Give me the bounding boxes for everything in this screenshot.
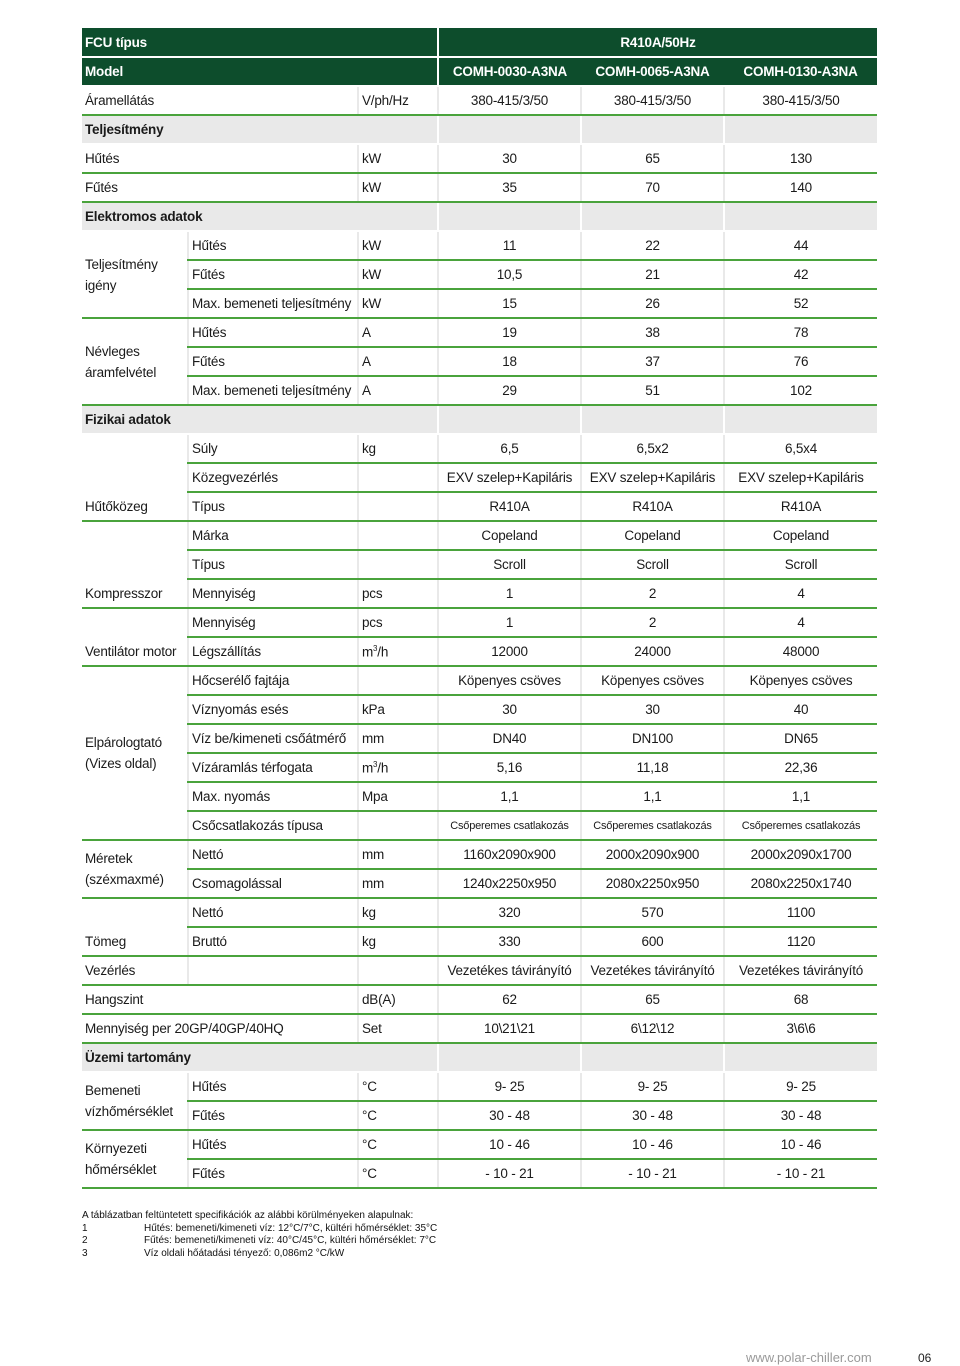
row-unit: °C	[358, 1159, 438, 1188]
cell-value: 30	[438, 144, 581, 173]
row-unit: kW	[358, 289, 438, 318]
group-label: Környezeti hőmérséklet	[82, 1130, 188, 1188]
cell-value: 10 - 46	[438, 1130, 581, 1159]
cell-value: 70	[581, 173, 724, 202]
cell-value: Köpenyes csöves	[438, 666, 581, 695]
row-unit: kPa	[358, 695, 438, 724]
footer-url: www.polar-chiller.com	[746, 1350, 872, 1365]
row-unit: A	[358, 347, 438, 376]
cell-value: 2000x2090x900	[581, 840, 724, 869]
row-unit: $m^3/h$	[358, 753, 438, 782]
table-row	[82, 579, 877, 608]
row-unit: pcs	[358, 579, 438, 608]
section-header	[82, 115, 877, 144]
cell-value: Vezetékes távirányító	[438, 956, 581, 985]
row-unit: mm	[358, 724, 438, 753]
table-row	[82, 927, 877, 956]
cell-value: 26	[581, 289, 724, 318]
row-label: Bruttó	[188, 927, 358, 956]
refrigerant-freq-label: R410A/50Hz	[438, 28, 877, 57]
cell-value: 9- 25	[581, 1072, 724, 1101]
table-row	[82, 1072, 877, 1101]
table-row	[82, 811, 877, 840]
cell-value: - 10 - 21	[724, 1159, 877, 1188]
cell-value: 52	[724, 289, 877, 318]
cell-value: 6,5x4	[724, 434, 877, 463]
cell-value: - 10 - 21	[438, 1159, 581, 1188]
cell-value: 24000	[581, 637, 724, 666]
cell-value: 10\21\21	[438, 1014, 581, 1043]
cell-value: 30	[581, 695, 724, 724]
cell-value: 21	[581, 260, 724, 289]
row-label: Hűtés	[188, 1072, 358, 1101]
cell-value: 51	[581, 376, 724, 405]
cell-value: 65	[581, 985, 724, 1014]
group-label: Ventilátor motor	[82, 637, 188, 666]
model-name: COMH-0030-A3NA	[438, 57, 581, 86]
table-row	[82, 956, 877, 985]
row-unit: °C	[358, 1130, 438, 1159]
row-label: Fűtés	[188, 1159, 358, 1188]
row-label: Vezérlés	[82, 956, 188, 985]
table-row	[82, 1130, 877, 1159]
footnote-item	[82, 1248, 682, 1261]
table-row	[82, 666, 877, 695]
cell-value: 38	[581, 318, 724, 347]
footnote-item	[82, 1223, 682, 1236]
table-row	[82, 318, 877, 347]
row-label: Hangszint	[82, 985, 358, 1014]
cell-value: Vezetékes távirányító	[581, 956, 724, 985]
cell-value: 1120	[724, 927, 877, 956]
table-row	[82, 608, 877, 637]
row-label: Mennyiség	[188, 579, 358, 608]
table-row	[82, 1101, 877, 1130]
table-row	[82, 521, 877, 550]
cell-value: 2080x2250x950	[581, 869, 724, 898]
table-row	[82, 1159, 877, 1188]
cell-value: 1,1	[581, 782, 724, 811]
row-label: Max. bemeneti teljesítmény	[188, 376, 358, 405]
row-unit: °C	[358, 1101, 438, 1130]
row-label: Csőcsatlakozás típusa	[188, 811, 358, 840]
row-label: Víz be/kimeneti csőátmérő	[188, 724, 358, 753]
cell-value: 6\12\12	[581, 1014, 724, 1043]
row-label: Áramellátás	[82, 86, 358, 115]
row-label: Mennyiség	[188, 608, 358, 637]
cell-value: 18	[438, 347, 581, 376]
cell-value: Scroll	[581, 550, 724, 579]
group-label: Teljesítmény igény	[82, 231, 188, 318]
cell-value: 2000x2090x1700	[724, 840, 877, 869]
row-label: Hőcserélő fajtája	[188, 666, 358, 695]
footnote-number: 1	[82, 1222, 88, 1234]
cell-value: 40	[724, 695, 877, 724]
row-label: Típus	[188, 550, 358, 579]
row-unit: Mpa	[358, 782, 438, 811]
table-row	[82, 869, 877, 898]
cell-value: 44	[724, 231, 877, 260]
cell-value: Köpenyes csöves	[581, 666, 724, 695]
row-label: Légszállítás	[188, 637, 358, 666]
section-title: Elektromos adatok	[82, 202, 438, 231]
cell-value: 1,1	[724, 782, 877, 811]
cell-value: 380-415/3/50	[438, 86, 581, 115]
cell-value: DN40	[438, 724, 581, 753]
cell-value: 1,1	[438, 782, 581, 811]
row-unit: pcs	[358, 608, 438, 637]
cell-value: 11,18	[581, 753, 724, 782]
cell-value: 130	[724, 144, 877, 173]
row-unit: kW	[358, 260, 438, 289]
row-unit: V/ph/Hz	[358, 86, 438, 115]
row-label: Hűtés	[82, 144, 358, 173]
cell-value: 30 - 48	[438, 1101, 581, 1130]
table-row	[82, 289, 877, 318]
cell-value: 29	[438, 376, 581, 405]
row-label: Mennyiség per 20GP/40GP/40HQ	[82, 1014, 358, 1043]
cell-value: R410A	[438, 492, 581, 521]
row-unit: °C	[358, 1072, 438, 1101]
cell-value: 330	[438, 927, 581, 956]
cell-value: 62	[438, 985, 581, 1014]
cell-value: 6,5x2	[581, 434, 724, 463]
cell-value: 30	[438, 695, 581, 724]
cell-value: Vezetékes távirányító	[724, 956, 877, 985]
cell-value: 600	[581, 927, 724, 956]
cell-value: 1240x2250x950	[438, 869, 581, 898]
cell-value: 1	[438, 608, 581, 637]
cell-value: 48000	[724, 637, 877, 666]
row-label: Fűtés	[188, 1101, 358, 1130]
cell-value: 30 - 48	[581, 1101, 724, 1130]
cell-value: 6,5	[438, 434, 581, 463]
fcu-type-label: FCU típus	[82, 28, 438, 57]
cell-value: 78	[724, 318, 877, 347]
cell-value: 10 - 46	[724, 1130, 877, 1159]
model-name: COMH-0130-A3NA	[724, 57, 877, 86]
cell-value: 76	[724, 347, 877, 376]
cell-value: R410A	[724, 492, 877, 521]
row-label: Hűtés	[188, 1130, 358, 1159]
cell-value: 1	[438, 579, 581, 608]
cell-value: 22	[581, 231, 724, 260]
cell-value: EXV szelep+Kapiláris	[581, 463, 724, 492]
cell-value: DN100	[581, 724, 724, 753]
row-unit: kW	[358, 231, 438, 260]
table-row	[82, 260, 877, 289]
table-row	[82, 1014, 877, 1043]
footnotes-intro: A táblázatban feltüntetett specifikációk az alábbi körülményeken alapulnak:	[82, 1210, 414, 1221]
row-label: Márka	[188, 521, 358, 550]
cell-value: 2	[581, 579, 724, 608]
footnote-number: 2	[82, 1235, 88, 1246]
cell-value: 10 - 46	[581, 1130, 724, 1159]
row-label: Nettó	[188, 898, 358, 927]
cell-value: 140	[724, 173, 877, 202]
row-label: Fűtés	[188, 347, 358, 376]
group-label: Kompresszor	[82, 579, 188, 608]
row-label: Vízáramlás térfogata	[188, 753, 358, 782]
table-row	[82, 86, 877, 115]
group-label: Bemeneti vízhőmérséklet	[82, 1072, 188, 1130]
cell-value: Köpenyes csöves	[724, 666, 877, 695]
cell-value: Scroll	[438, 550, 581, 579]
table-row	[82, 550, 877, 579]
section-header	[82, 202, 877, 231]
cell-value: 4	[724, 579, 877, 608]
row-label: Nettó	[188, 840, 358, 869]
cell-value: 4	[724, 608, 877, 637]
table-row	[82, 144, 877, 173]
group-label: Tömeg	[82, 927, 188, 956]
table-row	[82, 898, 877, 927]
row-label: Fűtés	[82, 173, 358, 202]
row-unit: kg	[358, 927, 438, 956]
cell-value: DN65	[724, 724, 877, 753]
footnote-text: Víz oldali hőátadási tényező: 0,086m2 °C/kW	[144, 1247, 345, 1259]
cell-value: 11	[438, 231, 581, 260]
cell-value: 380-415/3/50	[581, 86, 724, 115]
cell-value: 2080x2250x1740	[724, 869, 877, 898]
group-label: Elpárologtató (Vizes oldal)	[82, 666, 188, 840]
row-label: Hűtés	[188, 318, 358, 347]
cell-value: 1160x2090x900	[438, 840, 581, 869]
row-label: Súly	[188, 434, 358, 463]
cell-value: 68	[724, 985, 877, 1014]
row-unit: mm	[358, 840, 438, 869]
table-row	[82, 463, 877, 492]
cell-value: 42	[724, 260, 877, 289]
cell-value: Copeland	[581, 521, 724, 550]
cell-value: 3\6\6	[724, 1014, 877, 1043]
row-label: Csomagolással	[188, 869, 358, 898]
row-unit: Set	[358, 1014, 438, 1043]
cell-value: 19	[438, 318, 581, 347]
cell-value: Scroll	[724, 550, 877, 579]
row-label: Max. bemeneti teljesítmény	[188, 289, 358, 318]
section-header	[82, 1043, 877, 1072]
cell-value: EXV szelep+Kapiláris	[438, 463, 581, 492]
header-row-type	[82, 28, 877, 57]
header-row-model	[82, 57, 877, 86]
model-label: Model	[82, 57, 438, 86]
section-title: Teljesítmény	[82, 115, 438, 144]
footnote-text: Hűtés: bemeneti/kimeneti víz: 12°C/7°C, kültéri hőmérséklet: 35°C	[144, 1222, 438, 1234]
group-label: Névleges áramfelvétel	[82, 318, 188, 405]
cell-value: 30 - 48	[724, 1101, 877, 1130]
row-unit: kg	[358, 434, 438, 463]
cell-value: 35	[438, 173, 581, 202]
section-header	[82, 405, 877, 434]
cell-value: 9- 25	[724, 1072, 877, 1101]
table-row	[82, 753, 877, 782]
cell-value: 2	[581, 608, 724, 637]
table-row	[82, 985, 877, 1014]
cell-value: 380-415/3/50	[724, 86, 877, 115]
spec-table	[82, 28, 877, 1189]
footnote-number: 3	[82, 1247, 88, 1259]
cell-value: - 10 - 21	[581, 1159, 724, 1188]
group-label: Méretek (széxmaxmé)	[82, 840, 188, 898]
group-label: Hűtőközeg	[82, 492, 188, 521]
row-unit: A	[358, 376, 438, 405]
cell-value: 15	[438, 289, 581, 318]
row-unit: A	[358, 318, 438, 347]
table-row	[82, 173, 877, 202]
cell-value: 37	[581, 347, 724, 376]
table-row	[82, 724, 877, 753]
cell-value: 1100	[724, 898, 877, 927]
row-unit: kW	[358, 144, 438, 173]
cell-value: Csőperemes csatlakozás	[438, 811, 581, 840]
cell-value: 320	[438, 898, 581, 927]
table-row	[82, 231, 877, 260]
cell-value: Copeland	[724, 521, 877, 550]
table-row	[82, 840, 877, 869]
row-label: Max. nyomás	[188, 782, 358, 811]
row-unit: mm	[358, 869, 438, 898]
table-row	[82, 782, 877, 811]
footnote-text: Fűtés: bemeneti/kimeneti víz: 40°C/45°C, kültéri hőmérséklet: 7°C	[144, 1235, 437, 1246]
cell-value: 9- 25	[438, 1072, 581, 1101]
row-label: Típus	[188, 492, 358, 521]
cell-value: 570	[581, 898, 724, 927]
cell-value: 22,36	[724, 753, 877, 782]
cell-value: 12000	[438, 637, 581, 666]
section-title: Fizikai adatok	[82, 405, 438, 434]
model-name: COMH-0065-A3NA	[581, 57, 724, 86]
table-row	[82, 695, 877, 724]
cell-value: Csőperemes csatlakozás	[581, 811, 724, 840]
section-title: Üzemi tartomány	[82, 1043, 438, 1072]
cell-value: R410A	[581, 492, 724, 521]
row-label: Fűtés	[188, 260, 358, 289]
row-unit: dB(A)	[358, 985, 438, 1014]
page-number: 06	[918, 1351, 932, 1365]
table-row	[82, 347, 877, 376]
row-unit: kW	[358, 173, 438, 202]
cell-value: 5,16	[438, 753, 581, 782]
row-label: Víznyomás esés	[188, 695, 358, 724]
footnotes	[82, 1210, 682, 1260]
cell-value: EXV szelep+Kapiláris	[724, 463, 877, 492]
cell-value: Csőperemes csatlakozás	[724, 811, 877, 840]
cell-value: Copeland	[438, 521, 581, 550]
table-row	[82, 376, 877, 405]
row-label: Hűtés	[188, 231, 358, 260]
table-row	[82, 637, 877, 666]
table-row	[82, 492, 877, 521]
footnote-item	[82, 1235, 682, 1248]
table-row	[82, 434, 877, 463]
row-label: Közegvezérlés	[188, 463, 358, 492]
cell-value: 102	[724, 376, 877, 405]
cell-value: 10,5	[438, 260, 581, 289]
row-unit: kg	[358, 898, 438, 927]
cell-value: 65	[581, 144, 724, 173]
row-unit: $m^3/h$	[358, 637, 438, 666]
